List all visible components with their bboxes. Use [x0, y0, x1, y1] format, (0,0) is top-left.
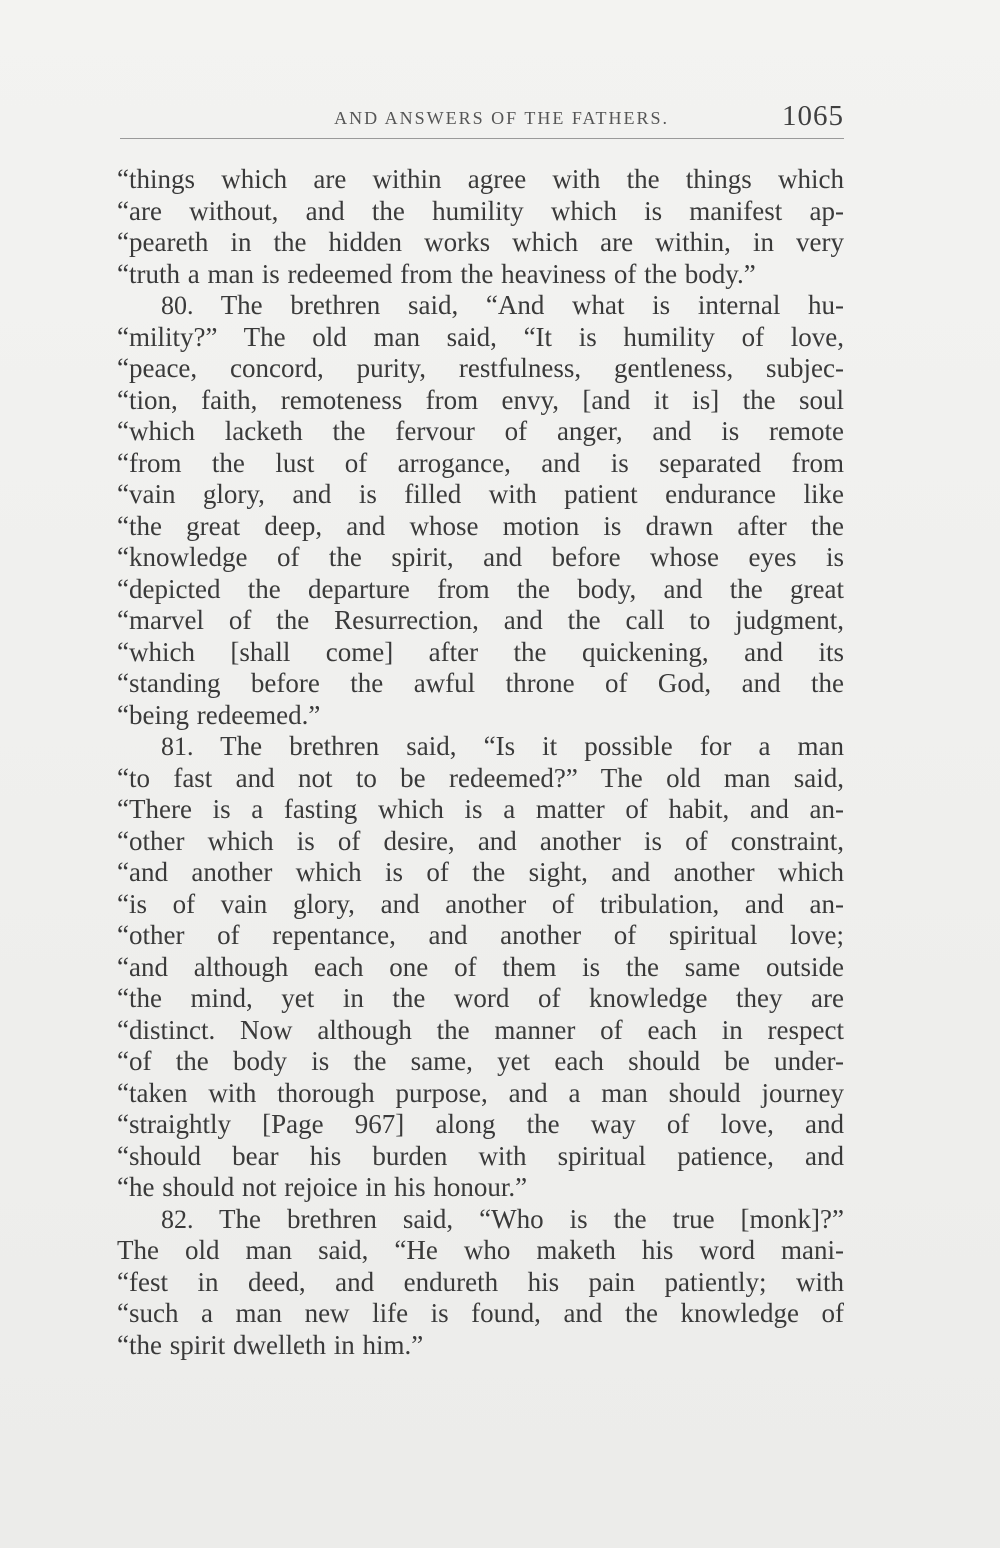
text-line: “peareth in the hidden works which are within, in very — [117, 227, 844, 257]
paragraph-continuation — [117, 164, 844, 290]
paragraph-80 — [117, 290, 844, 731]
text-line: “mility?” The old man said, “It is humility of love, — [117, 321, 844, 352]
page-number: 1065 — [782, 100, 844, 132]
text-line: “depicted the departure from the body, and the great — [117, 573, 844, 604]
paragraph-81 — [117, 731, 844, 1204]
text-line-content: The brethren said, “Is it possible for a man — [220, 731, 845, 761]
paragraph-number: 80. — [161, 291, 194, 320]
text-line: “such a man new life is found, and the knowledge of — [117, 1298, 844, 1328]
text-line: “marvel of the Resurrection, and the call to judgment, — [117, 605, 844, 635]
text-line: “and although each one of them is the same outside — [117, 951, 844, 982]
text-line: “truth a man is redeemed from the heaviness of the body.” — [117, 258, 756, 289]
running-header — [120, 98, 844, 139]
text-line: “he should not rejoice in his honour.” — [117, 1172, 528, 1202]
text-line: “straightly [Page 967] along the way of love, and — [117, 1109, 844, 1139]
text-line: “tion, faith, remoteness from envy, [and it is] the soul — [117, 384, 844, 415]
text-line: “There is a fasting which is a matter of habit, and an- — [117, 794, 844, 824]
body-text — [117, 164, 844, 1361]
text-line: “to fast and not to be redeemed?” The old man said, — [117, 762, 844, 793]
text-line: “is of vain glory, and another of tribulation, and an- — [117, 888, 844, 919]
paragraph-number: 82. — [161, 1204, 194, 1234]
text-line: “the great deep, and whose motion is drawn after the — [117, 510, 844, 541]
text-line: “distinct. Now although the manner of each in respect — [117, 1014, 844, 1045]
paragraph-number: 81. — [161, 732, 194, 761]
text-line — [117, 731, 844, 763]
text-line: “standing before the awful throne of God, and the — [117, 668, 844, 698]
text-line: “which lacketh the fervour of anger, and is remote — [117, 416, 844, 446]
text-line: “knowledge of the spirit, and before whose eyes is — [117, 542, 844, 572]
text-line: “of the body is the same, yet each should be under- — [117, 1046, 844, 1076]
text-line: “and another which is of the sight, and another which — [117, 857, 844, 887]
text-line: “peace, concord, purity, restfulness, gentleness, subjec- — [117, 353, 844, 383]
text-line: “the mind, yet in the word of knowledge they are — [117, 983, 844, 1013]
text-line: “fest in deed, and endureth his pain patiently; with — [117, 1266, 844, 1297]
text-line-content: The brethren said, “And what is internal hu- — [220, 290, 844, 320]
text-line: “other which is of desire, and another is of constraint, — [117, 825, 844, 856]
text-line: “from the lust of arrogance, and is separated from — [117, 447, 844, 478]
text-line: The old man said, “He who maketh his word mani- — [117, 1235, 844, 1265]
text-line: “should bear his burden with spiritual patience, and — [117, 1140, 844, 1171]
text-line-content: The brethren said, “Who is the true [monk]?” — [219, 1203, 845, 1234]
text-line — [117, 1204, 844, 1236]
text-line: “are without, and the humility which is manifest ap- — [117, 195, 844, 226]
text-line: “other of repentance, and another of spiritual love; — [117, 920, 844, 950]
paragraph-82 — [117, 1204, 844, 1362]
text-line: “being redeemed.” — [117, 699, 321, 730]
text-line: “vain glory, and is filled with patient endurance like — [117, 479, 844, 509]
text-line: “which [shall come] after the quickening, and its — [117, 636, 844, 667]
running-title: AND ANSWERS OF THE FATHERS. — [334, 108, 669, 128]
text-line — [117, 290, 844, 322]
text-line: “the spirit dwelleth in him.” — [117, 1329, 424, 1360]
text-line: “taken with thorough purpose, and a man should journey — [117, 1077, 844, 1108]
text-line: “things which are within agree with the things which — [117, 164, 844, 194]
